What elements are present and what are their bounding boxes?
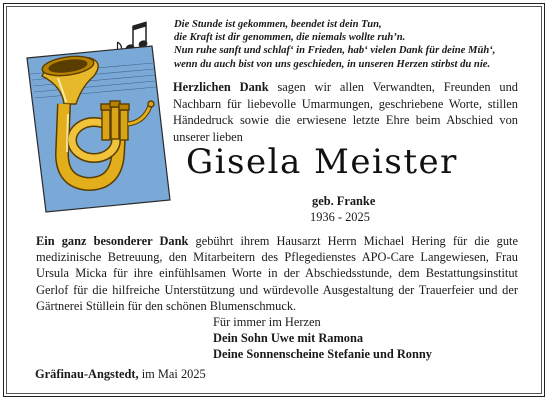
signature-line: Deine Sonnenscheine Stefanie und Ronny xyxy=(213,347,432,362)
poem-line: Die Stunde ist gekommen, beendet ist dein Tun, xyxy=(174,19,382,30)
thanks-text: sagen wir allen Verwandten, Freunden und Nachbarn für liebevolle Umarmungen, geschriebene Worte, stillen Händedruck sowie die erwiesene letzte Ehre beim Abschied von unserer lieben xyxy=(173,80,519,144)
tuba-illustration-icon xyxy=(12,14,182,219)
special-thanks-paragraph xyxy=(36,233,518,314)
thanks-lead: Herzlichen Dank xyxy=(173,80,269,94)
place-date xyxy=(35,367,206,382)
poem-line: Nun ruhe sanft und schlaf‘ in Frieden, hab‘ vielen Dank für deine Müh‘, xyxy=(174,45,496,57)
poem-line: die Kraft ist dir genommen, die niemals wollte ruh’n. xyxy=(174,32,406,44)
closing-signature xyxy=(213,314,432,363)
signature-line: Dein Sohn Uwe mit Ramona xyxy=(213,331,364,346)
special-thanks-lead: Ein ganz besonderer Dank xyxy=(36,234,189,248)
birth-name: geb. Franke xyxy=(312,194,376,208)
life-years: 1936 - 2025 xyxy=(310,210,370,224)
place-date-text: im Mai 2025 xyxy=(138,367,206,381)
special-thanks-text: gebührt ihrem Hausarzt Herrn Michael Hering für die gute medizinische Betreuung, den Mitarbeitern des Pflegedienstes APO-Care Langewiesen, Frau Ursula Micka für ihre einfühlsamen Worte in der Abschiedsstunde, dem Bestattungsinstitut Gerlof für die hilfreiche Unterstützung und würdevolle Ausgestaltung der Trauerfeier und der Gärtnerei Stüllein für den schönen Blumenschmuck. xyxy=(36,234,518,313)
memorial-poem xyxy=(174,18,524,71)
deceased-name: Gisela Meister xyxy=(186,142,458,182)
poem-line: wenn du auch bist von uns geschieden, in unseren Herzen stirbst du nie. xyxy=(174,58,491,70)
closing-intro: Für immer im Herzen xyxy=(213,315,321,329)
place-town: Gräfinau-Angstedt, xyxy=(35,367,139,381)
thanks-paragraph xyxy=(173,79,518,145)
